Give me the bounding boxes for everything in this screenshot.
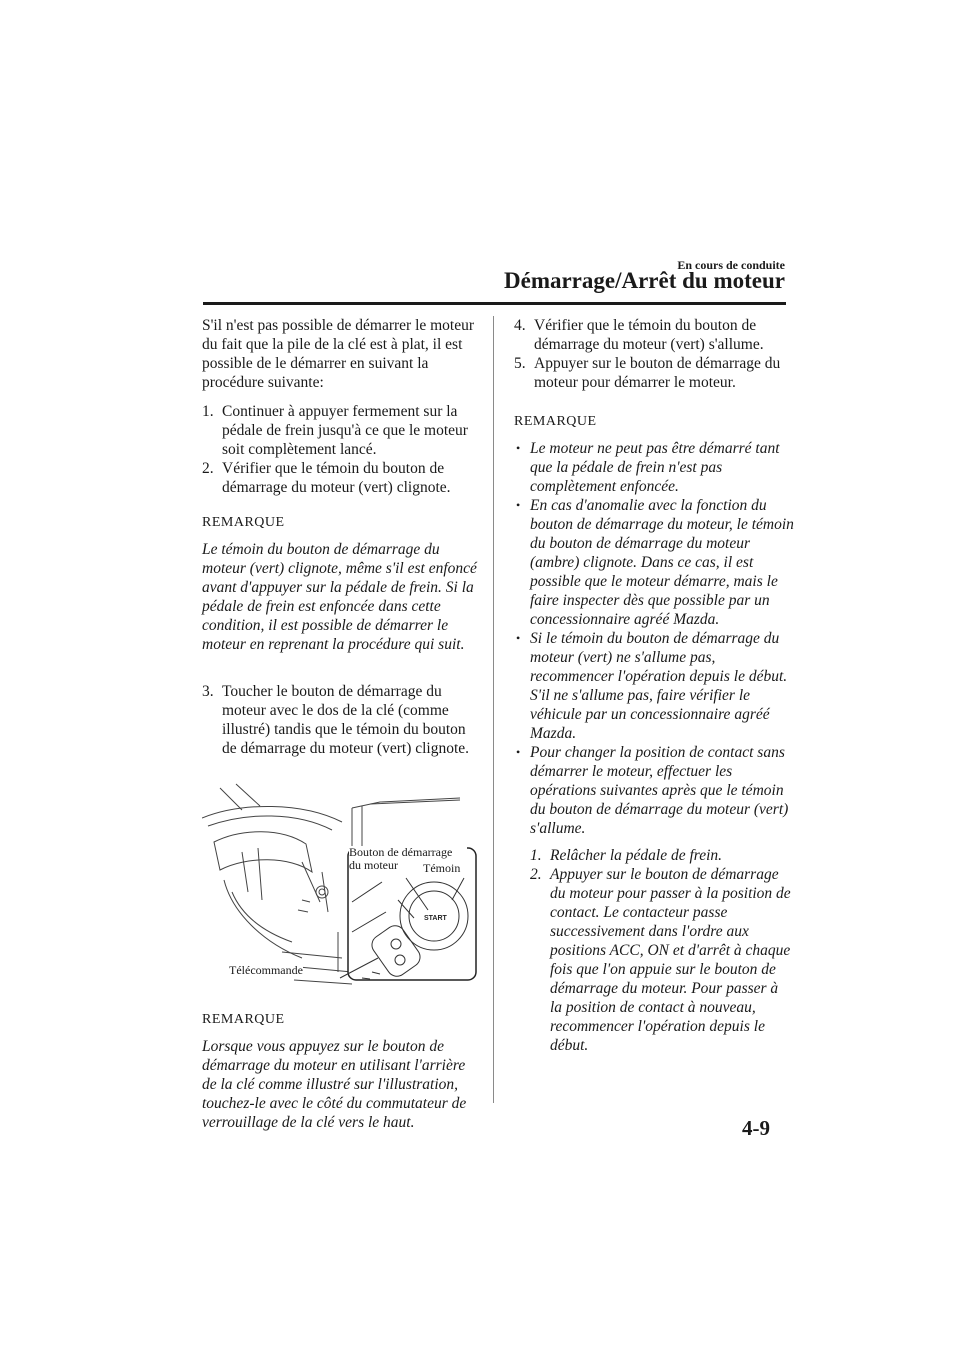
illustration xyxy=(202,782,482,994)
sub-steps xyxy=(530,846,794,1055)
note-text: Le témoin du bouton de démarrage du moteur (vert) clignote, même s'il est enfoncé avant d'appuyer sur la pédale de frein. Si la pédale de frein est enfoncée dans cette condition, il est possible de démarrer le moteur en reprenant la procédure qui suit. xyxy=(202,541,477,653)
step-4 xyxy=(514,316,794,354)
label-start-button-text: Bouton de démarrage du moteur xyxy=(349,845,453,872)
step-2 xyxy=(202,459,482,497)
step-text: Continuer à appuyer fermement sur la pédale de frein jusqu'à ce que le moteur soit complètement lancé. xyxy=(222,403,468,458)
step-number: 2. xyxy=(202,460,214,477)
bullet-text: Si le témoin du bouton de démarrage du moteur (vert) ne s'allume pas, recommencer l'opération depuis le début. S'il ne s'allume pas, faire vérifier le véhicule par un concessionnaire agréé Mazda. xyxy=(530,630,788,742)
note-text: Lorsque vous appuyez sur le bouton de démarrage du moteur en utilisant l'arrière de la clé comme illustré sur l'illustration, touchez-le avec le côté du commutateur de verrouillage de la clé vers le haut. xyxy=(202,1038,467,1131)
label-remote: Télécommande xyxy=(229,963,303,977)
substep-text: Relâcher la pédale de frein. xyxy=(550,847,723,864)
label-indicator: Témoin xyxy=(423,861,461,875)
intro-paragraph: S'il n'est pas possible de démarrer le moteur du fait que la pile de la clé est à plat, il est possible de le démarrer en suivant la procédure suivante: xyxy=(202,317,475,391)
procedure-steps xyxy=(514,316,794,392)
bullet-item xyxy=(514,439,794,496)
bullet-item xyxy=(514,743,794,838)
bullet-item xyxy=(514,496,794,629)
step-text: Vérifier que le témoin du bouton de démarrage du moteur (vert) s'allume. xyxy=(534,317,764,353)
step-number: 5. xyxy=(514,355,526,372)
substep-2 xyxy=(530,865,794,1055)
note-heading: REMARQUE xyxy=(202,515,285,530)
section-label: En cours de conduite xyxy=(677,258,785,272)
page-number: 4-9 xyxy=(742,1116,770,1140)
procedure-step-3 xyxy=(202,682,482,758)
bullet-text: Le moteur ne peut pas être démarré tant que la pédale de frein n'est pas complètement enfoncée. xyxy=(530,440,780,495)
left-column xyxy=(202,316,482,1132)
bullet-item xyxy=(514,629,794,743)
step-text: Toucher le bouton de démarrage du moteur avec le dos de la clé (comme illustré) tandis que le témoin du bouton de démarrage du moteur (vert) clignote. xyxy=(222,683,470,757)
note-bullets xyxy=(514,439,794,838)
substep-1 xyxy=(530,846,794,865)
procedure-steps xyxy=(202,402,482,497)
bullet-dot: • xyxy=(516,498,521,512)
substep-number: 2. xyxy=(530,866,542,883)
bullet-dot: • xyxy=(516,441,521,455)
step-text: Appuyer sur le bouton de démarrage du moteur pour démarrer le moteur. xyxy=(534,355,781,391)
step-number: 1. xyxy=(202,403,214,420)
note-heading: REMARQUE xyxy=(514,414,597,429)
header-rule xyxy=(203,302,786,305)
right-column xyxy=(514,316,794,1055)
step-3 xyxy=(202,682,482,758)
bullet-dot: • xyxy=(516,745,521,759)
step-text: Vérifier que le témoin du bouton de démarrage du moteur (vert) clignote. xyxy=(222,460,451,496)
substep-number: 1. xyxy=(530,847,542,864)
bullet-text: En cas d'anomalie avec la fonction du bouton de démarrage du moteur, le témoin du bouton de démarrage du moteur (ambre) clignote. Dans ce cas, il est possible que le moteur démarre, mais le faire inspecter dès que possible par un concessionnaire agréé Mazda. xyxy=(530,497,794,628)
step-5 xyxy=(514,354,794,392)
column-divider xyxy=(493,316,494,1103)
page-title: Démarrage/Arrêt du moteur xyxy=(504,268,785,293)
step-number: 3. xyxy=(202,683,214,700)
substep-text: Appuyer sur le bouton de démarrage du moteur pour passer à la position de contact. Le contacteur passe successivement dans l'ordre aux positions ACC, ON et d'arrêt à chaque fois que l'on appuie sur le bouton de démarrage du moteur. Pour passer à la position de contact à nouveau, recommencer l'opération depuis le début. xyxy=(550,866,791,1054)
step-number: 4. xyxy=(514,317,526,334)
start-label: START xyxy=(424,915,447,922)
step-1 xyxy=(202,402,482,459)
bullet-dot: • xyxy=(516,631,521,645)
note-heading: REMARQUE xyxy=(202,1012,285,1027)
bullet-text: Pour changer la position de contact sans démarrer le moteur, effectuer les opérations suivantes après que le témoin du bouton de démarrage du moteur (vert) s'allume. xyxy=(530,744,789,837)
